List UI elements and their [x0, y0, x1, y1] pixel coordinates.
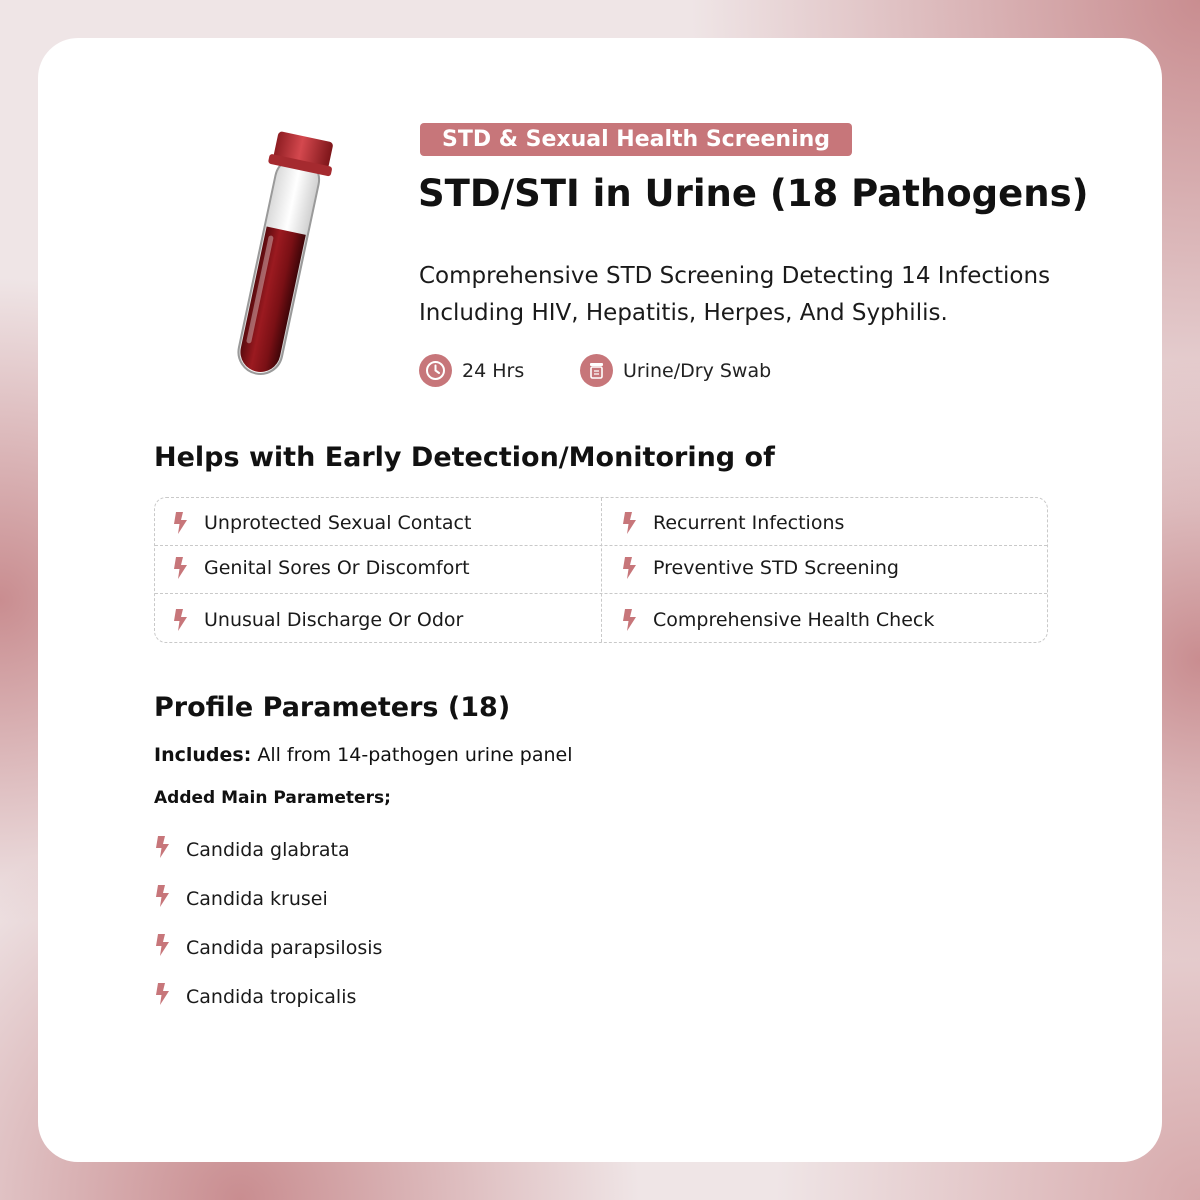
- bolt-icon: [154, 885, 170, 907]
- bolt-icon: [621, 557, 637, 579]
- sample-type: [580, 354, 771, 387]
- profile-heading: Profile Parameters (18): [154, 692, 511, 723]
- turnaround-label: 24 Hrs: [462, 359, 525, 382]
- bolt-icon: [621, 512, 637, 534]
- detection-item: Preventive STD Screening: [621, 554, 899, 582]
- test-description: Comprehensive STD Screening Detecting 14 Infections Including HIV, Hepatitis, Herpes, And Syphilis.: [419, 263, 1051, 326]
- list-item: Candida krusei: [154, 885, 382, 934]
- urine-container-icon: [580, 354, 613, 387]
- detection-item: Unusual Discharge Or Odor: [172, 606, 463, 634]
- parameter-list: [154, 836, 382, 1032]
- bolt-icon: [172, 512, 188, 534]
- includes-line: [154, 744, 573, 766]
- bolt-icon: [154, 836, 170, 858]
- list-item: Candida parapsilosis: [154, 934, 382, 983]
- bolt-icon: [154, 983, 170, 1005]
- detection-item: Recurrent Infections: [621, 509, 844, 537]
- includes-text: All from 14-pathogen urine panel: [251, 744, 573, 766]
- category-badge: STD & Sexual Health Screening: [420, 123, 852, 156]
- test-tube-image: [200, 120, 340, 390]
- clock-icon: [419, 354, 452, 387]
- added-parameters-label: Added Main Parameters;: [154, 788, 391, 808]
- turnaround-time: [419, 354, 524, 387]
- detection-heading: Helps with Early Detection/Monitoring of: [154, 442, 775, 473]
- list-item: Candida tropicalis: [154, 983, 382, 1032]
- includes-label: Includes:: [154, 744, 252, 766]
- page-title: STD/STI in Urine (18 Pathogens): [418, 172, 1089, 215]
- sample-label: Urine/Dry Swab: [623, 359, 772, 382]
- bolt-icon: [154, 934, 170, 956]
- detection-item: Comprehensive Health Check: [621, 606, 934, 634]
- bolt-icon: [172, 609, 188, 631]
- bolt-icon: [621, 609, 637, 631]
- detection-item: Genital Sores Or Discomfort: [172, 554, 470, 582]
- list-item: Candida glabrata: [154, 836, 382, 885]
- detection-item: Unprotected Sexual Contact: [172, 509, 471, 537]
- bolt-icon: [172, 557, 188, 579]
